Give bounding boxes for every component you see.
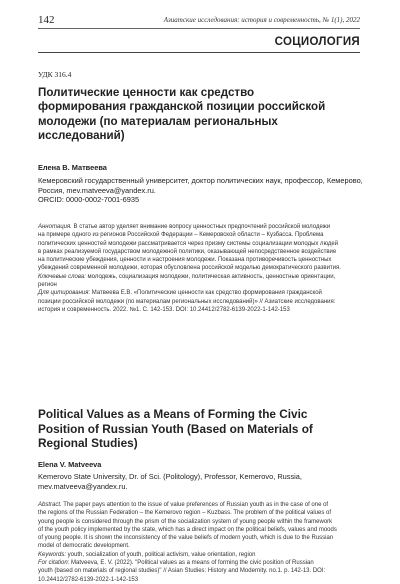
keywords-label-ru: Ключевые слова: [38,273,86,280]
citation-line-en [38,559,363,567]
author-email-ru[interactable]: Россия, mev.matveeva@yandex.ru. [38,185,156,195]
article-title-ru [38,86,368,144]
abstract-line [38,223,363,231]
abstract-line: убеждений современной молодежи, которая обусловлена российской моделью демократического развития. [38,265,341,272]
title-line: Position of Russian Youth (Based on Materials of [38,421,313,436]
title-line: исследований) [38,129,125,143]
author-affiliation-en [38,472,368,491]
author-email-en[interactable]: mev.matveeva@yandex.ru. [38,481,128,491]
affiliation-line: Kemerovo State University, Dr. of Sci. (Politology), Professor, Kemerovo, Russia, [38,472,302,481]
abstract-block-ru [38,223,363,314]
article-title-en [38,407,368,451]
keywords-text: youth, socialization of youth, political activism, value orientation, region [66,551,256,558]
citation-line: 10.24412/2782-6139-2022-1-142-153 [38,576,139,583]
keywords-label-en: Keywords: [38,551,67,558]
citation-line-ru [38,289,363,297]
abstract-text: В статье автор уделяет внимание вопросу ценностных предпочтений российской молодежи [71,224,331,230]
citation-label-ru: Для цитирования: [38,290,91,297]
abstract-line: of the youth policy implemented by the state, which has a direct impact on the political beliefs, values and moods [38,526,337,533]
title-line: Политические ценности как средство [38,86,255,99]
abstract-line: на примере одного из регионов Российской Федерации – Кемеровской области – Кузбасса. Проблема [38,232,324,239]
abstract-line: model of democratic development. [38,543,130,550]
header-rule [38,28,360,29]
title-line: молодежи (по материалам региональных [38,114,278,128]
keywords-line-en [38,551,363,559]
udc-code: УДК 316.4 [38,70,72,79]
citation-line: история и современность. 2022. №1. С. 142-153. DOI: 10.24412/2782-6139-2022-1-142-153 [38,306,290,313]
author-name-ru: Елена В. Матвеева [38,163,107,172]
abstract-line: в рамках реализуемой государством молодежной политики, оказывающей непосредственное воздействие [38,248,337,255]
author-name-en: Elena V. Matveeva [38,460,102,469]
abstract-label-ru: Аннотация. [38,224,72,230]
abstract-line: на политические убеждения, ценности и настроения молодежи. Показана противоречивость ценностных [38,257,332,264]
citation-line: youth (based on materials of regional studies)" // Asian Studies: History and Modernity. no.1. p. 142-13. DOI: [38,568,326,575]
keywords-line-ru [38,273,363,281]
abstract-block-en [38,501,363,584]
title-line: Regional Studies) [38,436,138,451]
citation-label-en: For citation: [38,560,70,567]
section-rule [38,52,360,53]
title-line: формирования гражданской позиции российской [38,100,326,114]
page-number: 142 [38,14,55,26]
abstract-label-en: Abstract. [38,502,62,508]
journal-name: Азиатские исследования: история и современность, № 1(1), 2022 [163,16,360,24]
abstract-text: The paper pays attention to the issue of value preferences of Russian youth as in the case of one of [61,502,329,508]
running-header [38,14,360,28]
abstract-line: young people is considered through the prism of the socialization system of young people within the framework [38,518,333,525]
abstract-line: the regions of the Russian Federation – the Kemerovo region – Kuzbass. The problem of the political values of [38,510,332,517]
citation-text: Matveeva, E. V. (2022). "Political values as a means of forming the civic position of Russian [69,560,314,567]
citation-line: позиции российской молодежи (по материалам региональных исследований)» // Азиатские исследования: [38,298,336,305]
section-title: СОЦИОЛОГИЯ [274,36,360,48]
title-line: Political Values as a Means of Forming the Civic [38,407,308,421]
abstract-line: политических ценностей молодежи рассматривается через призму системы социализации молодых людей [38,240,339,247]
keywords-line: регион [38,282,57,289]
author-orcid[interactable]: ORCID: 0000-0002-7001-6935 [38,195,140,205]
author-affiliation-ru [38,176,368,205]
citation-text: Матвеева Е.В. «Политические ценности как средство формирования гражданской [90,290,322,297]
keywords-text: молодежь, социализация молодежи, политическая активность, ценностные ориентации, [85,273,336,280]
affiliation-line: Кемеровский государственный университет, доктор политических наук, профессор, Кемерово, [38,176,363,185]
abstract-line [38,501,363,509]
abstract-line: of young people. It is shown the inconsistency of the value beliefs of modern youth, which is due to the Russian [38,535,334,542]
